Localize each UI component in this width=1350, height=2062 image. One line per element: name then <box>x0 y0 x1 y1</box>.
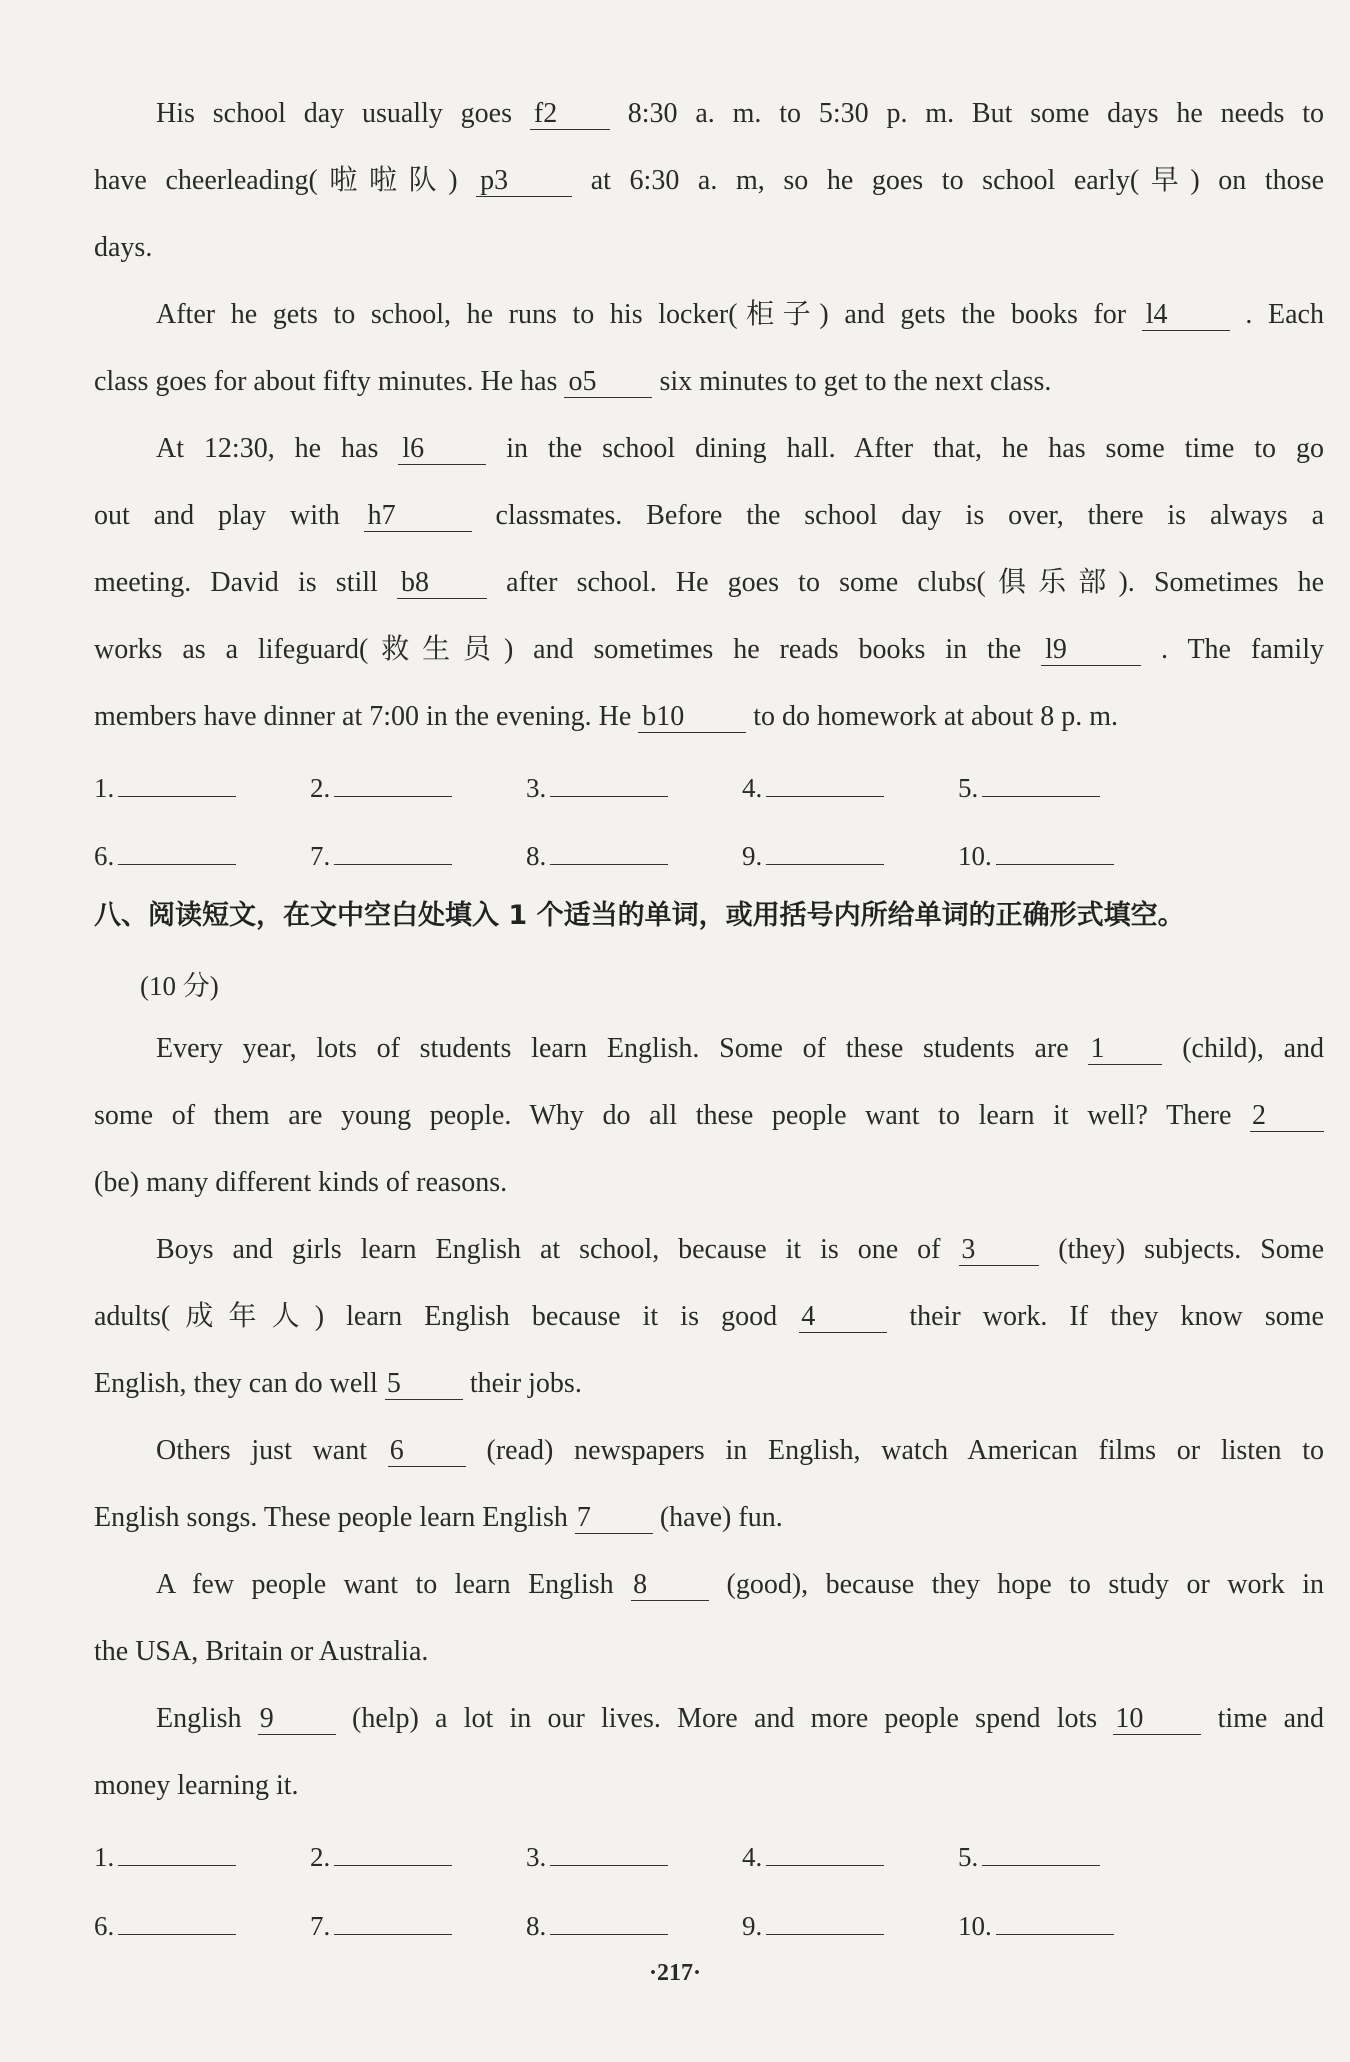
answer-line[interactable] <box>766 1906 884 1935</box>
answer-slot[interactable]: 3. <box>526 1837 668 1873</box>
answer-line[interactable] <box>550 1906 668 1935</box>
answer-line[interactable] <box>550 836 668 865</box>
answer-line[interactable] <box>996 836 1114 865</box>
passage1-line4: After he gets to school, he runs to his locker(柜子) and gets the books for l 4 . Each <box>156 299 1324 330</box>
answer-slot[interactable]: 8. <box>526 1906 668 1942</box>
answer-slot[interactable]: 9. <box>742 1906 884 1942</box>
answer-slot[interactable]: 7. <box>310 836 452 872</box>
answer-slot[interactable]: 5. <box>958 1837 1100 1873</box>
passage1-line6: At 12:30, he has l 6 in the school dining hall. After that, he has some time to go <box>156 433 1324 464</box>
section-heading: 八、阅读短文，在文中空白处填入 1 个适当的单词，或用括号内所给单词的正确形式填空。 <box>94 900 1185 931</box>
passage2-line11: English 9 (help) a lot in our lives. More and more people spend lots 10 time and <box>156 1703 1324 1734</box>
answer-slot[interactable]: 9. <box>742 836 884 872</box>
passage2-line2: some of them are young people. Why do all these people want to learn it well? There 2 <box>94 1082 1324 1149</box>
blank-3[interactable]: p 3 <box>476 166 572 197</box>
blank-6[interactable]: 6 <box>388 1436 466 1467</box>
blank-8[interactable]: 8 <box>631 1570 709 1601</box>
passage1-line9: works as a lifeguard(救生员) and sometimes he reads books in the l 9 . The family <box>94 634 1324 665</box>
answer-slot[interactable]: 10. <box>958 1906 1114 1942</box>
passage2-line12: money learning it. <box>94 1770 299 1801</box>
answer-line[interactable] <box>334 836 452 865</box>
passage2-line10: the USA, Britain or Australia. <box>94 1636 429 1667</box>
blank-10[interactable]: b 10 <box>638 702 746 733</box>
answer-line[interactable] <box>118 836 236 865</box>
answer-line[interactable] <box>982 768 1100 797</box>
passage1-line3: days. <box>94 232 153 263</box>
corner-mark <box>0 0 52 1</box>
page-number: ·217· <box>648 1960 701 1986</box>
blank-2[interactable]: f 2 <box>530 99 610 130</box>
passage2-line4: Boys and girls learn English at school, because it is one of 3 (they) subjects. Some <box>156 1234 1325 1265</box>
passage1-line8: meeting. David is still b 8 after school. He goes to some clubs(俱乐部). Sometimes he <box>94 567 1324 598</box>
answer-line[interactable] <box>334 768 452 797</box>
answer-slot[interactable]: 2. <box>310 1837 452 1873</box>
answer-line[interactable] <box>550 1837 668 1866</box>
answer-slot[interactable]: 1. <box>94 1837 236 1873</box>
answer-slot[interactable]: 8. <box>526 836 668 872</box>
answer-line[interactable] <box>118 768 236 797</box>
blank-2[interactable]: 2 <box>1250 1101 1324 1132</box>
answer-line[interactable] <box>982 1837 1100 1866</box>
blank-7[interactable]: 7 <box>575 1503 653 1534</box>
answer-slot[interactable]: 3. <box>526 768 668 804</box>
answer-slot[interactable]: 4. <box>742 768 884 804</box>
answer-slot[interactable]: 2. <box>310 768 452 804</box>
blank-5[interactable]: o 5 <box>564 367 652 398</box>
blank-4[interactable]: 4 <box>799 1302 887 1333</box>
answer-line[interactable] <box>550 768 668 797</box>
blank-1[interactable]: 1 <box>1088 1034 1162 1065</box>
passage2-line8: English songs. These people learn English 7 (have) fun. <box>94 1502 783 1533</box>
passage2-line6: English, they can do well 5 their jobs. <box>94 1368 582 1399</box>
answer-line[interactable] <box>118 1906 236 1935</box>
answer-slot[interactable]: 7. <box>310 1906 452 1942</box>
passage1-line1: His school day usually goes f 2 8:30 a. m. to 5:30 p. m. But some days he needs to <box>156 98 1324 129</box>
answer-slot[interactable]: 10. <box>958 836 1114 872</box>
answer-slot[interactable]: 6. <box>94 1906 236 1942</box>
blank-9[interactable]: l 9 <box>1041 635 1141 666</box>
passage2-line5: adults(成年人) learn English because it is good 4 their work. If they know some <box>94 1301 1324 1332</box>
answer-line[interactable] <box>766 836 884 865</box>
blank-7[interactable]: h 7 <box>364 501 472 532</box>
passage1-line5: class goes for about fifty minutes. He has o 5 six minutes to get to the next class. <box>94 366 1052 397</box>
answer-line[interactable] <box>766 1837 884 1866</box>
passage2-line7: Others just want 6 (read) newspapers in English, watch American films or listen to <box>156 1435 1325 1466</box>
answer-slot[interactable]: 1. <box>94 768 236 804</box>
section-points: (10 分) <box>140 971 219 1001</box>
blank-8[interactable]: b 8 <box>397 568 487 599</box>
answer-line[interactable] <box>996 1906 1114 1935</box>
blank-9[interactable]: 9 <box>258 1704 336 1735</box>
answer-slot[interactable]: 6. <box>94 836 236 872</box>
blank-6[interactable]: l 6 <box>398 434 486 465</box>
passage1-line7: out and play with h 7 classmates. Before the school day is over, there is always a <box>94 500 1324 531</box>
answer-line[interactable] <box>334 1837 452 1866</box>
passage2-line3: (be) many different kinds of reasons. <box>94 1167 508 1198</box>
blank-3[interactable]: 3 <box>959 1235 1039 1266</box>
blank-5[interactable]: 5 <box>385 1369 463 1400</box>
answer-line[interactable] <box>766 768 884 797</box>
passage2-line9: A few people want to learn English 8 (good), because they hope to study or work in <box>156 1569 1325 1600</box>
passage2-line1: Every year, lots of students learn English. Some of these students are 1 (child), and <box>156 1033 1324 1064</box>
answer-slot[interactable]: 5. <box>958 768 1100 804</box>
blank-10[interactable]: 10 <box>1113 1704 1201 1735</box>
answer-line[interactable] <box>334 1906 452 1935</box>
answer-line[interactable] <box>118 1837 236 1866</box>
passage1-line10: members have dinner at 7:00 in the evening. He b 10 to do homework at about 8 p. m. <box>94 701 1119 732</box>
blank-4[interactable]: l 4 <box>1142 300 1230 331</box>
answer-slot[interactable]: 4. <box>742 1837 884 1873</box>
passage1-line2: have cheerleading(啦啦队) p 3 at 6:30 a. m, so he goes to school early(早) on those <box>94 165 1324 196</box>
